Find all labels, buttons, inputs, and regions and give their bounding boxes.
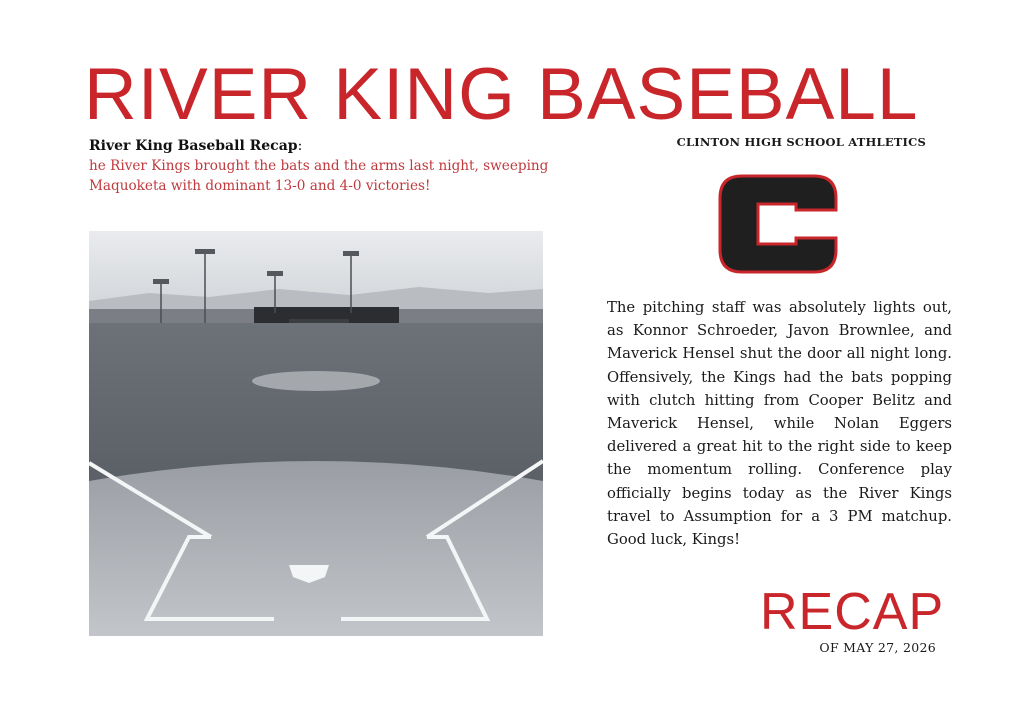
intro-body: he River Kings brought the bats and the arms last night, sweeping Maquoketa with dominant 13-0 and 4-0 victories! — [89, 158, 549, 194]
clinton-c-logo-icon — [712, 170, 844, 278]
intro-block — [89, 136, 559, 196]
school-name: CLINTON HIGH SCHOOL ATHLETICS — [676, 135, 926, 149]
intro-heading: River King Baseball Recap — [89, 138, 298, 154]
page-title: RIVER KING BASEBALL — [84, 54, 919, 135]
recap-date: OF MAY 27, 2026 — [819, 640, 936, 655]
story-text: The pitching staff was absolutely lights out, as Konnor Schroeder, Javon Brownlee, and Maverick Hensel shut the door all night long. Offensively, the Kings had the bats popping with clutch hitting from Cooper Belitz and Maverick Hensel, while Nolan Eggers delivered a great hit to the right side to keep the momentum rolling. Conference play officially begins today as the River Kings travel to Assumption for a 3 PM matchup. Good luck, Kings! — [607, 299, 952, 549]
baseball-field-photo — [89, 231, 543, 636]
recap-heading: RECAP — [760, 583, 945, 641]
intro-colon: : — [297, 138, 303, 154]
